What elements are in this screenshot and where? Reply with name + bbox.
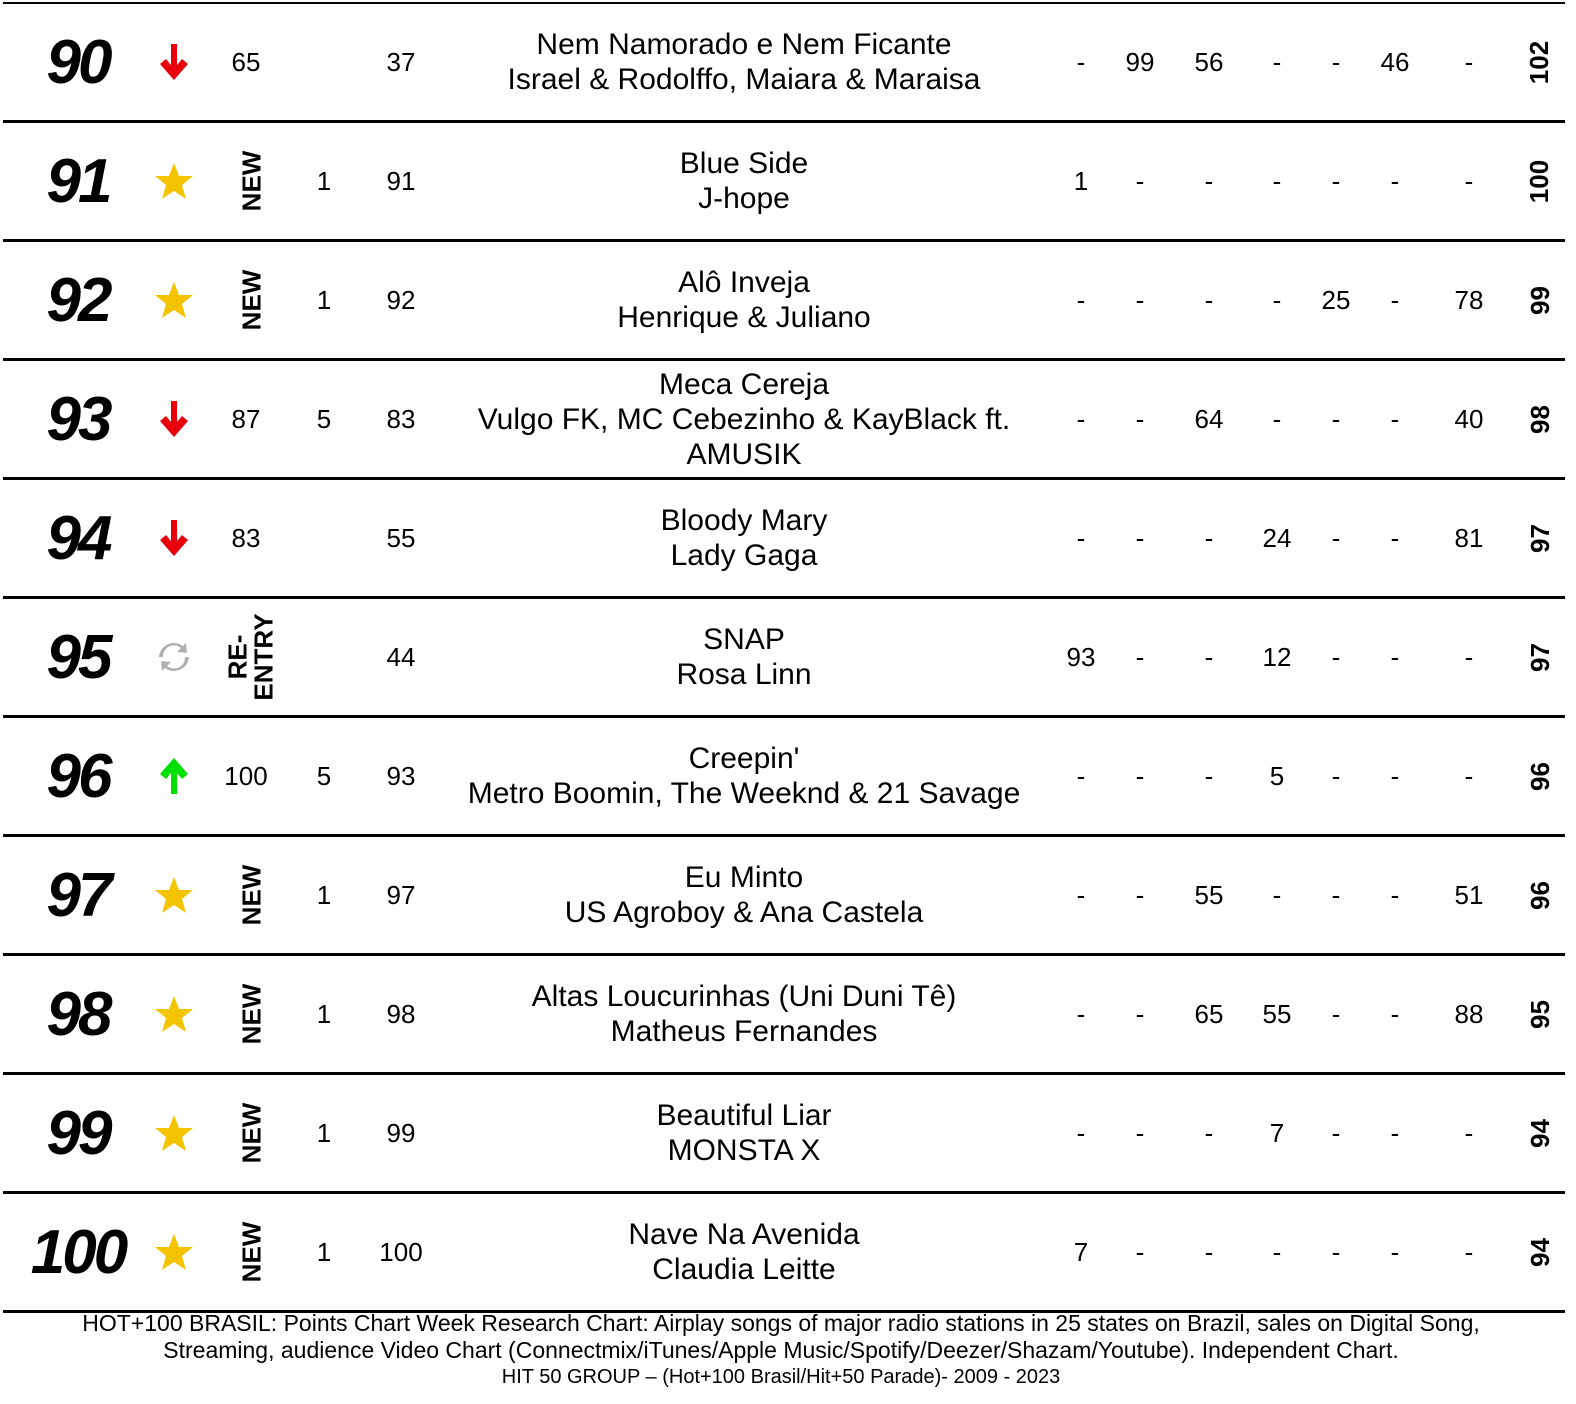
- song-info: [443, 4, 1045, 120]
- total-points-value: 97: [1524, 523, 1555, 553]
- source-rank: -: [1272, 46, 1282, 77]
- source-rank: -: [1135, 522, 1145, 553]
- source-rank: -: [1204, 1117, 1214, 1148]
- source-rank: -: [1331, 522, 1341, 553]
- source-rank: -: [1076, 760, 1086, 791]
- trend-indicator: [151, 1075, 197, 1191]
- song-artist: US Agroboy & Ana Castela: [564, 896, 924, 929]
- chart-row: [3, 718, 1565, 837]
- source-rank: 78: [1454, 284, 1484, 315]
- source-rank: -: [1331, 641, 1341, 672]
- source-rank: -: [1135, 1236, 1145, 1267]
- source-rank: -: [1135, 998, 1145, 1029]
- trend-indicator: [151, 956, 197, 1072]
- source-rank: -: [1331, 46, 1341, 77]
- chart-row: [3, 361, 1565, 480]
- weeks-on-chart: [299, 480, 349, 596]
- total-points: [1517, 718, 1563, 834]
- source-rank: -: [1464, 1236, 1474, 1267]
- source-rank: -: [1390, 403, 1400, 434]
- rank-number: 100: [30, 1217, 126, 1287]
- status-badge: [221, 956, 281, 1072]
- last-week-position: 100: [224, 760, 268, 791]
- rank-number: 97: [46, 860, 110, 930]
- star-icon: [154, 1232, 194, 1272]
- song-title: Blue Side: [679, 147, 809, 180]
- source-rank: -: [1464, 46, 1474, 77]
- source-rank: 93: [1066, 641, 1096, 672]
- weeks-on-chart: 1: [316, 998, 332, 1029]
- last-week-position: 87: [231, 403, 261, 434]
- source-rank: -: [1204, 760, 1214, 791]
- song-title: SNAP: [703, 623, 785, 656]
- song-info: [443, 718, 1045, 834]
- total-points-value: 96: [1524, 880, 1555, 910]
- source-rank: 40: [1454, 403, 1484, 434]
- source-rank: 46: [1380, 46, 1410, 77]
- last-week-position: 83: [231, 522, 261, 553]
- song-info: [443, 361, 1045, 477]
- rank-number: 96: [46, 741, 110, 811]
- song-artist: Henrique & Juliano: [617, 301, 871, 334]
- source-rank: -: [1135, 284, 1145, 315]
- source-rank: -: [1390, 1117, 1400, 1148]
- rank-number: 94: [46, 503, 110, 573]
- weeks-on-chart: 5: [316, 760, 332, 791]
- song-title: Beautiful Liar: [656, 1099, 832, 1132]
- arrow-up-icon: [157, 756, 191, 796]
- status-badge-label: RE- ENTRY: [223, 613, 279, 701]
- source-rank: -: [1135, 879, 1145, 910]
- peak-position: 98: [386, 998, 416, 1029]
- source-rank: -: [1390, 165, 1400, 196]
- weeks-on-chart: 1: [316, 1117, 332, 1148]
- star-icon: [154, 1113, 194, 1153]
- weeks-on-chart: 5: [316, 403, 332, 434]
- song-artist: Lady Gaga: [670, 539, 818, 572]
- total-points: [1517, 1075, 1563, 1191]
- chart-row: [3, 242, 1565, 361]
- weeks-on-chart: 1: [316, 879, 332, 910]
- source-rank: 88: [1454, 998, 1484, 1029]
- source-rank: -: [1390, 760, 1400, 791]
- total-points: [1517, 123, 1563, 239]
- source-rank: 5: [1269, 760, 1285, 791]
- song-artist: Vulgo FK, MC Cebezinho & KayBlack ft. AMUSIK: [477, 402, 1011, 471]
- total-points-value: 94: [1524, 1118, 1555, 1148]
- rank-number: 99: [46, 1098, 110, 1168]
- chart-row: [3, 837, 1565, 956]
- source-rank: -: [1464, 760, 1474, 791]
- footer: [0, 1310, 1562, 1391]
- peak-position: 91: [386, 165, 416, 196]
- status-badge-label: NEW: [236, 269, 267, 331]
- peak-position: 83: [386, 403, 416, 434]
- star-icon: [154, 994, 194, 1034]
- source-rank: -: [1331, 403, 1341, 434]
- song-info: [443, 480, 1045, 596]
- total-points-value: 94: [1524, 1237, 1555, 1267]
- weeks-on-chart: 1: [316, 284, 332, 315]
- song-info: [443, 123, 1045, 239]
- status-badge-label: NEW: [236, 983, 267, 1045]
- trend-indicator: [151, 1194, 197, 1310]
- total-points: [1517, 242, 1563, 358]
- total-points: [1517, 956, 1563, 1072]
- source-rank: -: [1204, 641, 1214, 672]
- source-rank: 65: [1194, 998, 1224, 1029]
- status-badge-label: NEW: [236, 864, 267, 926]
- song-artist: Claudia Leitte: [652, 1253, 836, 1286]
- status-badge: [221, 123, 281, 239]
- weeks-on-chart: [299, 4, 349, 120]
- star-icon: [154, 875, 194, 915]
- source-rank: -: [1331, 760, 1341, 791]
- status-badge: [221, 837, 281, 953]
- source-rank: -: [1331, 1117, 1341, 1148]
- source-rank: -: [1390, 522, 1400, 553]
- peak-position: 93: [386, 760, 416, 791]
- status-badge: [221, 1194, 281, 1310]
- source-rank: -: [1464, 641, 1474, 672]
- rank-number: 92: [46, 265, 110, 335]
- source-rank: 7: [1073, 1236, 1089, 1267]
- source-rank: -: [1464, 165, 1474, 196]
- status-badge-label: NEW: [236, 150, 267, 212]
- source-rank: 55: [1262, 998, 1292, 1029]
- source-rank: -: [1464, 1117, 1474, 1148]
- song-title: Meca Cereja: [658, 367, 830, 401]
- total-points: [1517, 1194, 1563, 1310]
- rank-number: 93: [46, 384, 110, 454]
- song-artist: Matheus Fernandes: [610, 1015, 878, 1048]
- trend-indicator: [151, 718, 197, 834]
- source-rank: -: [1272, 1236, 1282, 1267]
- weeks-on-chart: [299, 599, 349, 715]
- total-points: [1517, 361, 1563, 477]
- source-rank: -: [1331, 998, 1341, 1029]
- song-info: [443, 242, 1045, 358]
- status-badge: [221, 1075, 281, 1191]
- reentry-icon: [157, 637, 191, 677]
- song-title: Eu Minto: [684, 861, 804, 894]
- total-points-value: 102: [1524, 40, 1555, 84]
- source-rank: 99: [1125, 46, 1155, 77]
- source-rank: -: [1076, 522, 1086, 553]
- status-badge-label: NEW: [236, 1221, 267, 1283]
- source-rank: -: [1390, 284, 1400, 315]
- source-rank: 7: [1269, 1117, 1285, 1148]
- source-rank: -: [1076, 403, 1086, 434]
- peak-position: 92: [386, 284, 416, 315]
- source-rank: -: [1390, 1236, 1400, 1267]
- chart-row: [3, 956, 1565, 1075]
- total-points-value: 100: [1524, 159, 1555, 203]
- song-title: Nave Na Avenida: [628, 1218, 860, 1251]
- source-rank: 24: [1262, 522, 1292, 553]
- song-info: [443, 599, 1045, 715]
- source-rank: -: [1204, 522, 1214, 553]
- source-rank: -: [1272, 165, 1282, 196]
- total-points: [1517, 4, 1563, 120]
- trend-indicator: [151, 242, 197, 358]
- source-rank: -: [1204, 284, 1214, 315]
- total-points-value: 96: [1524, 761, 1555, 791]
- source-rank: -: [1135, 165, 1145, 196]
- status-badge-label: NEW: [236, 1102, 267, 1164]
- song-artist: Israel & Rodolffo, Maiara & Maraisa: [507, 63, 981, 96]
- song-title: Creepin': [688, 742, 800, 775]
- chart-row: [3, 1194, 1565, 1313]
- song-title: Altas Loucurinhas (Uni Duni Tê): [531, 980, 957, 1013]
- source-rank: -: [1204, 165, 1214, 196]
- star-icon: [154, 161, 194, 201]
- total-points-value: 98: [1524, 404, 1555, 434]
- song-artist: J-hope: [698, 182, 790, 215]
- peak-position: 100: [379, 1236, 423, 1267]
- chart-row: [3, 1075, 1565, 1194]
- total-points: [1517, 599, 1563, 715]
- footer-line-2: Streaming, audience Video Chart (Connectmix/iTunes/Apple Music/Spotify/Deezer/Shazam/Youtube). Independent Chart.: [163, 1337, 1399, 1363]
- total-points-value: 99: [1524, 285, 1555, 315]
- source-rank: -: [1204, 1236, 1214, 1267]
- rank-number: 91: [46, 146, 110, 216]
- source-rank: -: [1331, 165, 1341, 196]
- source-rank: -: [1331, 1236, 1341, 1267]
- chart-row: [3, 4, 1565, 123]
- source-rank: -: [1331, 879, 1341, 910]
- source-rank: -: [1272, 284, 1282, 315]
- arrow-down-icon: [157, 42, 191, 82]
- source-rank: 64: [1194, 403, 1224, 434]
- weeks-on-chart: 1: [316, 165, 332, 196]
- chart-row: [3, 123, 1565, 242]
- source-rank: 25: [1321, 284, 1351, 315]
- source-rank: 1: [1073, 165, 1089, 196]
- source-rank: -: [1272, 403, 1282, 434]
- song-info: [443, 1194, 1045, 1310]
- source-rank: -: [1076, 879, 1086, 910]
- trend-indicator: [151, 599, 197, 715]
- rank-number: 95: [46, 622, 110, 692]
- footer-line-3: HIT 50 GROUP – (Hot+100 Brasil/Hit+50 Parade)- 2009 - 2023: [501, 1366, 1061, 1388]
- chart-row: [3, 480, 1565, 599]
- source-rank: -: [1135, 403, 1145, 434]
- trend-indicator: [151, 837, 197, 953]
- song-title: Alô Inveja: [678, 266, 810, 299]
- rank-number: 98: [46, 979, 110, 1049]
- song-artist: Metro Boomin, The Weeknd & 21 Savage: [467, 777, 1021, 810]
- song-artist: Rosa Linn: [676, 658, 812, 691]
- arrow-down-icon: [157, 518, 191, 558]
- trend-indicator: [151, 480, 197, 596]
- arrow-down-icon: [157, 399, 191, 439]
- status-badge: [221, 599, 281, 715]
- peak-position: 97: [386, 879, 416, 910]
- peak-position: 37: [386, 46, 416, 77]
- source-rank: -: [1076, 46, 1086, 77]
- source-rank: -: [1390, 879, 1400, 910]
- total-points-value: 95: [1524, 999, 1555, 1029]
- source-rank: -: [1135, 760, 1145, 791]
- source-rank: -: [1135, 1117, 1145, 1148]
- song-title: Bloody Mary: [660, 504, 828, 537]
- status-badge: [221, 242, 281, 358]
- source-rank: 55: [1194, 879, 1224, 910]
- source-rank: 81: [1454, 522, 1484, 553]
- source-rank: -: [1390, 641, 1400, 672]
- song-info: [443, 837, 1045, 953]
- last-week-position: 65: [231, 46, 261, 77]
- peak-position: 44: [386, 641, 416, 672]
- trend-indicator: [151, 4, 197, 120]
- peak-position: 55: [386, 522, 416, 553]
- total-points: [1517, 480, 1563, 596]
- chart-row: [3, 599, 1565, 718]
- rank-number: 90: [46, 27, 110, 97]
- trend-indicator: [151, 361, 197, 477]
- source-rank: -: [1076, 284, 1086, 315]
- total-points-value: 97: [1524, 642, 1555, 672]
- song-info: [443, 956, 1045, 1072]
- source-rank: 12: [1262, 641, 1292, 672]
- song-artist: MONSTA X: [667, 1134, 821, 1167]
- source-rank: -: [1076, 998, 1086, 1029]
- weeks-on-chart: 1: [316, 1236, 332, 1267]
- source-rank: -: [1272, 879, 1282, 910]
- source-rank: -: [1390, 998, 1400, 1029]
- source-rank: -: [1076, 1117, 1086, 1148]
- source-rank: 56: [1194, 46, 1224, 77]
- peak-position: 99: [386, 1117, 416, 1148]
- source-rank: 51: [1454, 879, 1484, 910]
- star-icon: [154, 280, 194, 320]
- song-info: [443, 1075, 1045, 1191]
- footer-line-1: HOT+100 BRASIL: Points Chart Week Research Chart: Airplay songs of major radio stations in 25 states on Brazil, sales on Digital Song,: [82, 1310, 1480, 1336]
- total-points: [1517, 837, 1563, 953]
- trend-indicator: [151, 123, 197, 239]
- song-title: Nem Namorado e Nem Ficante: [536, 28, 952, 61]
- source-rank: -: [1135, 641, 1145, 672]
